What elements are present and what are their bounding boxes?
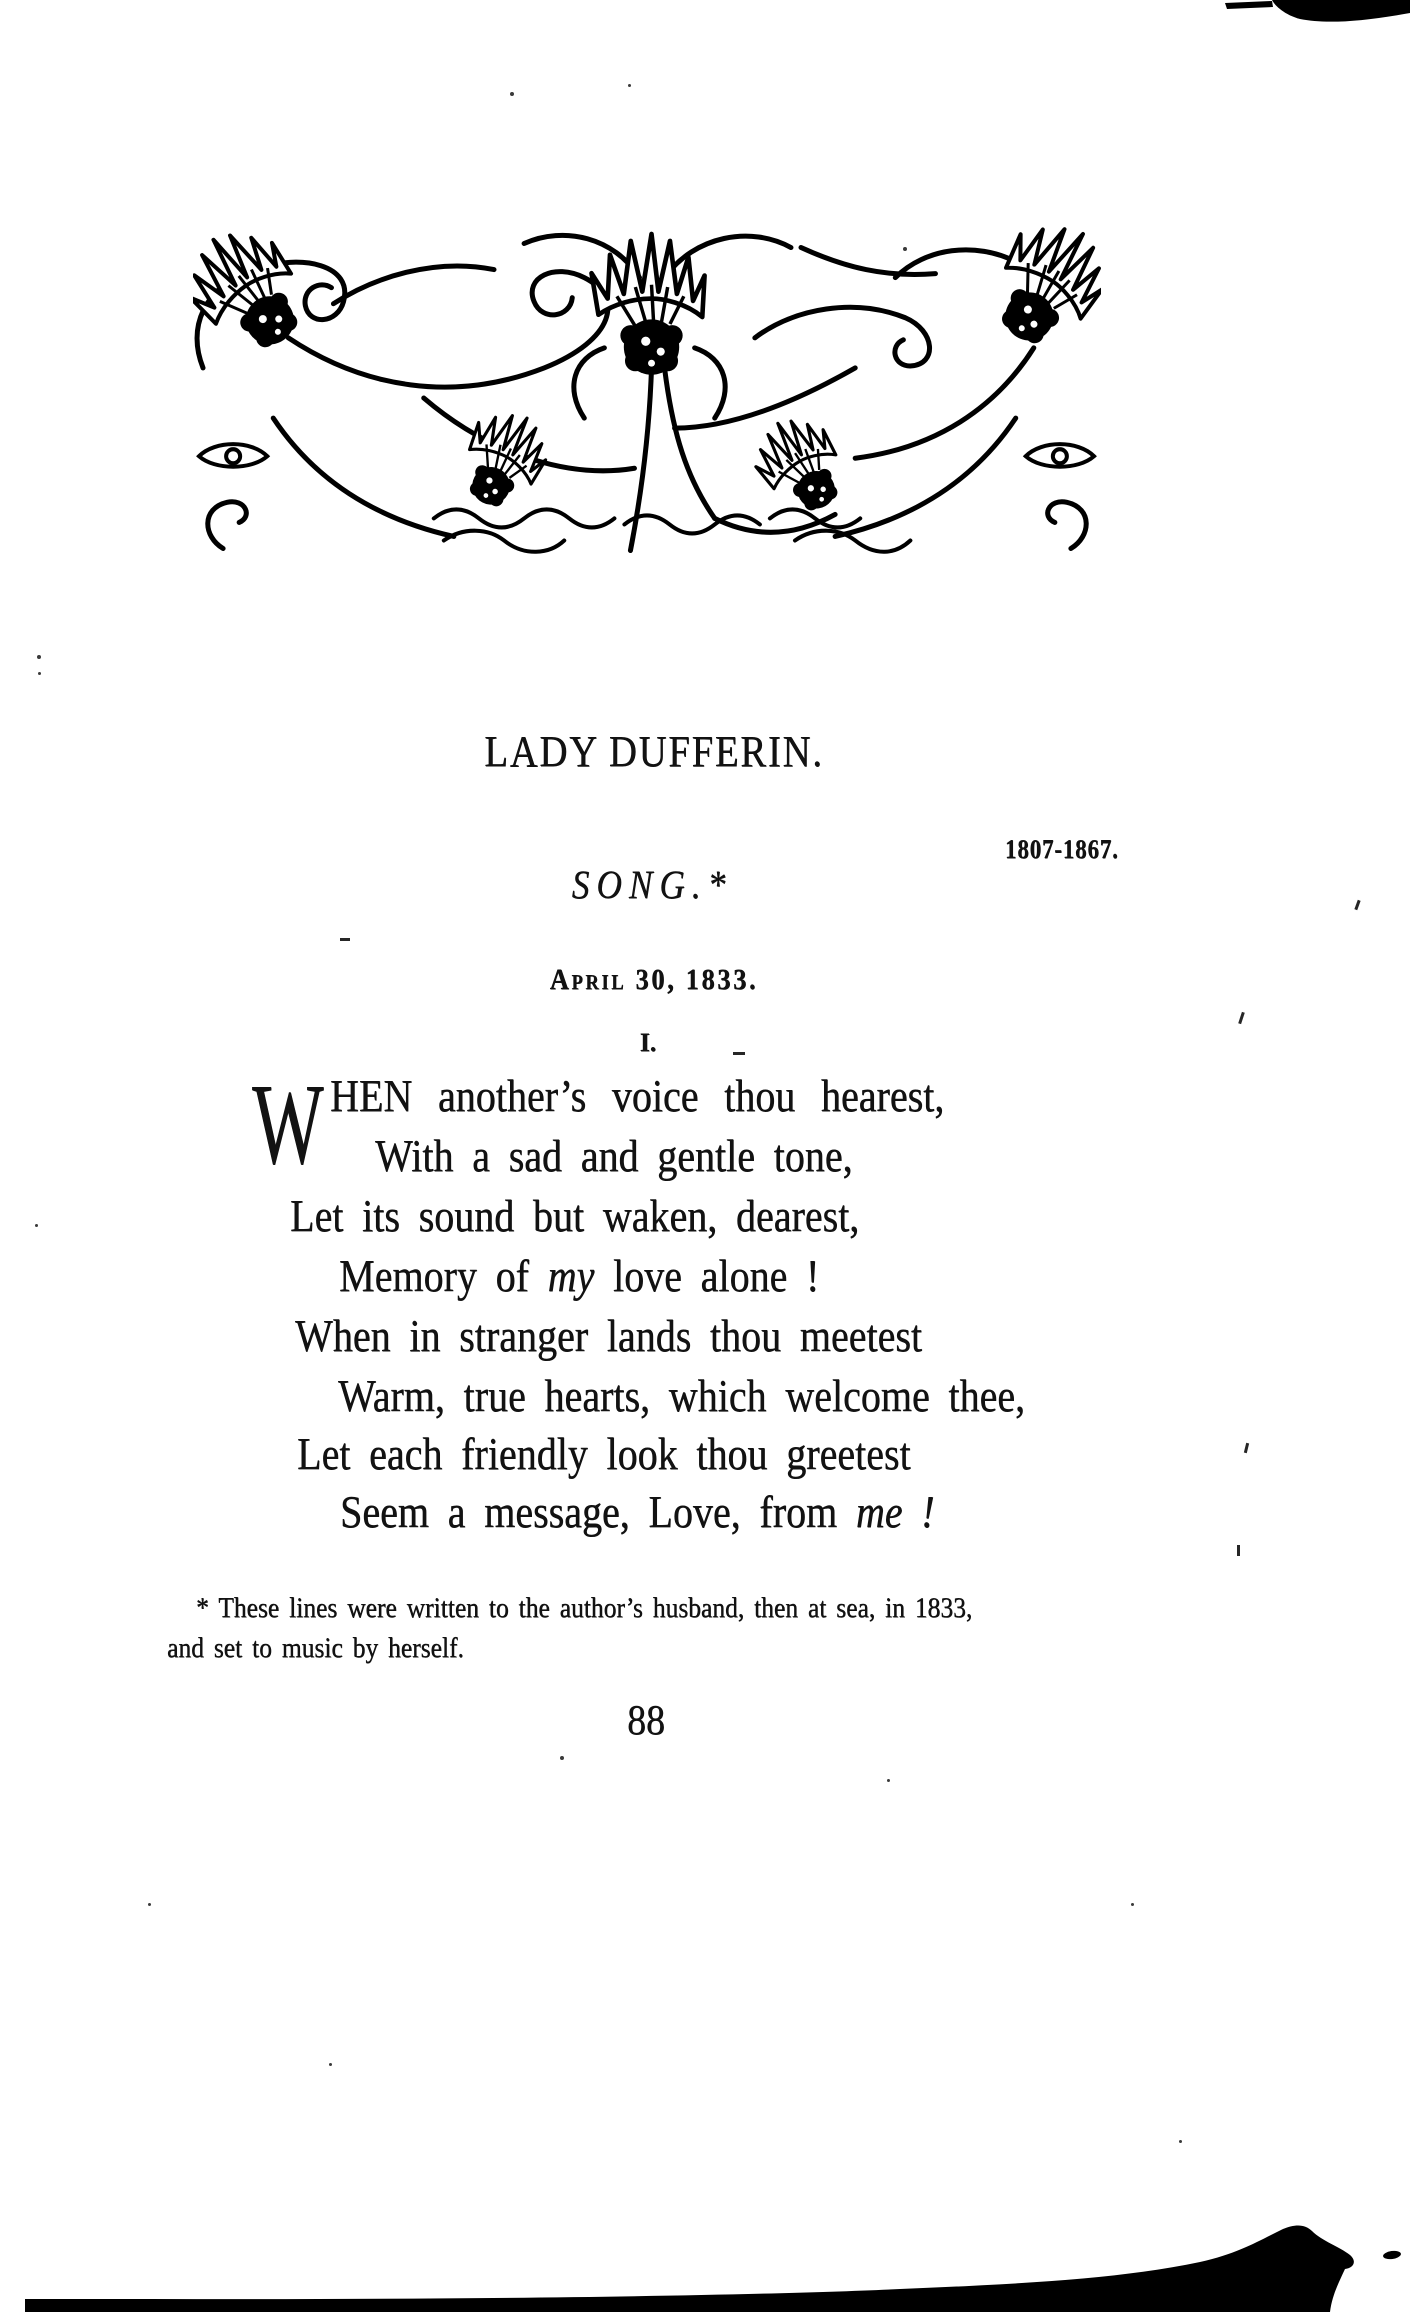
scan-speck: [38, 672, 41, 675]
poem-line-4: [339, 1250, 819, 1303]
poem-line-4-text: Memory of: [339, 1250, 548, 1301]
stanza-number: I.: [639, 1028, 657, 1057]
poem-line-5: When in stranger lands thou meetest: [295, 1310, 922, 1361]
scan-speck: [628, 84, 631, 87]
poem-line-4-text-end: love alone !: [594, 1250, 820, 1301]
poem-date: April 30, 1833.: [549, 963, 759, 996]
author-header: LADY DUFFERIN.: [484, 727, 824, 776]
scan-speck: [1354, 900, 1360, 910]
scan-speck: [329, 2063, 332, 2066]
scan-speck: [1238, 1012, 1245, 1024]
poem-line-3: Let its sound but waken, dearest,: [290, 1190, 860, 1241]
poem-line-7: Let each friendly look thou greetest: [297, 1428, 911, 1479]
top-right-page-curl-shadow: [1272, 0, 1410, 22]
bottom-page-curl-shadow: [25, 2225, 1354, 2312]
poem-title: SONG.*: [571, 862, 733, 907]
scan-speck: [887, 1779, 890, 1782]
footnote-line-1: * These lines were written to the author’s husband, then at sea, in 1833,: [196, 1592, 973, 1624]
poem-line-1: HEN another’s voice thou hearest,: [330, 1070, 945, 1121]
poem-line-2: With a sad and gentle tone,: [375, 1130, 853, 1181]
scan-speck: [340, 938, 350, 941]
footnote-line-2: and set to music by herself.: [167, 1632, 464, 1664]
scan-speck: [37, 655, 41, 659]
poem-line-4-emphasis: my: [547, 1250, 595, 1301]
scan-speck: [733, 1052, 745, 1055]
scan-speck: [35, 1224, 38, 1227]
poem-drop-cap: W: [252, 1061, 324, 1188]
scan-speck: [1179, 2140, 1182, 2143]
scan-speck: [903, 247, 907, 251]
poem-line-8-emphasis: me !: [855, 1486, 935, 1537]
scan-speck: [1244, 1443, 1249, 1453]
page-number: 88: [627, 1698, 665, 1744]
thistle-headpiece-ornament-icon: [193, 216, 1101, 568]
scan-speck: [1131, 1903, 1134, 1906]
poem-line-8: [340, 1486, 935, 1539]
poem-line-8-text: Seem a message, Love, from: [340, 1486, 856, 1537]
scan-speck: [148, 1903, 151, 1906]
scan-speck: [510, 92, 514, 96]
scan-speck: [1237, 1545, 1240, 1556]
life-dates: 1807-1867.: [1005, 834, 1119, 864]
scan-speck: [560, 1756, 564, 1760]
poem-line-6: Warm, true hearts, which welcome thee,: [338, 1370, 1026, 1421]
